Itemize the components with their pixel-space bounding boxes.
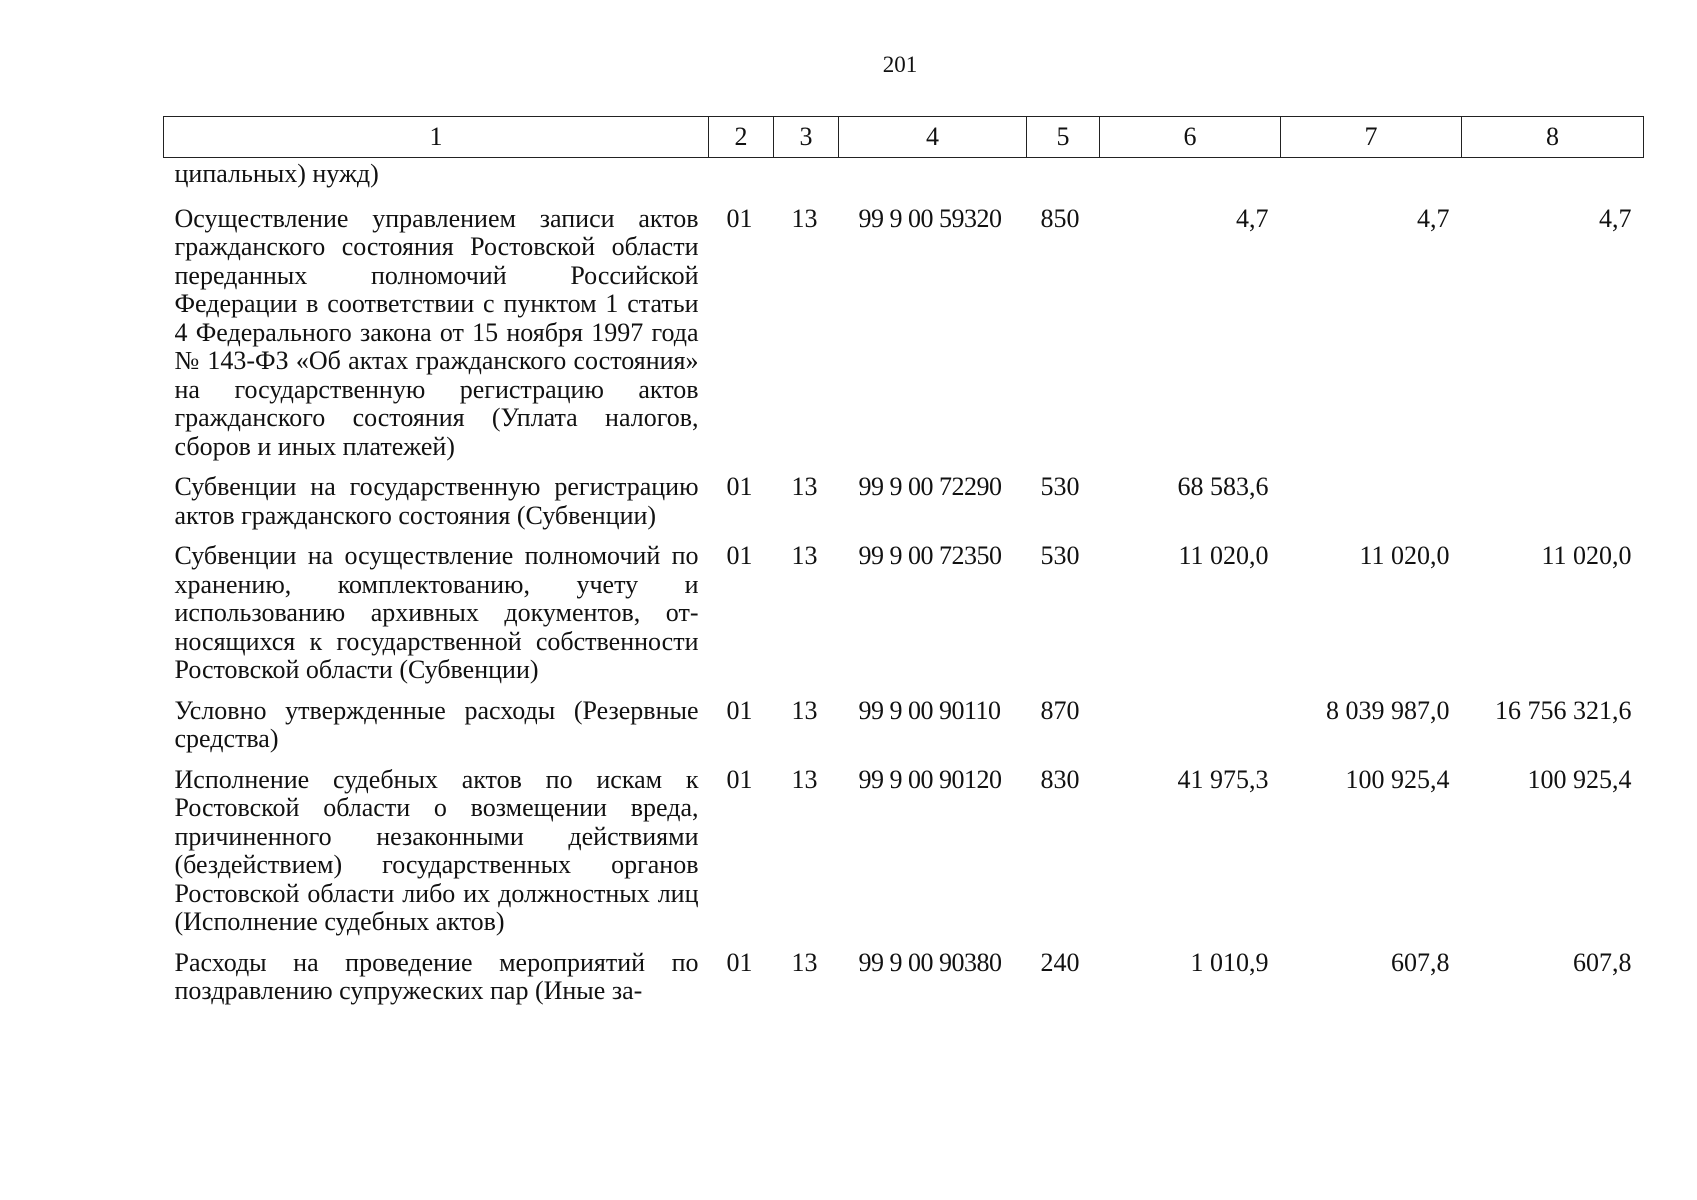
row-expense-type: 530 [1040, 472, 1080, 501]
row-amount-col8: 100 925,4 [1527, 764, 1632, 794]
row-description: Осуществление управлением записи актов гражданского состояния Ростовской области переданных полномочий Российской Федерации в соответствии с пунктом 1 статьи 4 Федерального закона от 15 ноября 1997 года № 143-ФЗ «Об актах гражданского состояния» на государственную регистрацию актов гражданского состояния (Уплата налогов, сборов и иных платежей) [174, 203, 699, 461]
row-target-code: 99 9 00 90380 [858, 947, 1002, 977]
row-expense-type: 240 [1040, 947, 1080, 977]
row-amount-col8: 4,7 [1599, 203, 1632, 233]
header-col-8: 8 [1462, 117, 1644, 158]
row-expense-type: 530 [1040, 541, 1080, 570]
row-expense-type [1027, 158, 1100, 205]
header-col-7: 7 [1281, 117, 1462, 158]
row-target-code: 99 9 00 59320 [858, 203, 1002, 233]
row-subsection: 13 [791, 764, 818, 794]
table-row [164, 949, 1644, 1018]
row-section: 01 [726, 541, 753, 570]
row-section: 01 [726, 695, 753, 725]
table-row [164, 158, 1644, 205]
budget-table-container [163, 116, 1643, 1018]
row-description: Субвенции на осуществление полномочий по хранению, комплектованию, учету и использованию архивных документов, относящихся к государственной собственности Ростовской области (Субвенции) [174, 541, 699, 684]
row-subsection: 13 [791, 695, 818, 725]
row-description: ципальных) нужд) [174, 159, 379, 188]
row-section: 01 [726, 947, 753, 977]
row-subsection: 13 [791, 541, 818, 570]
row-description: Субвенции на государственную регистрацию актов гражданского состояния (Субвенции) [174, 472, 699, 530]
table-row [164, 697, 1644, 766]
row-amount-col7: 11 020,0 [1359, 541, 1450, 570]
header-col-3: 3 [774, 117, 839, 158]
row-expense-type: 870 [1040, 695, 1080, 725]
row-amount-col6 [1100, 697, 1281, 766]
row-amount-col6: 11 020,0 [1178, 541, 1269, 570]
row-amount-col7 [1281, 158, 1462, 205]
row-amount-col7: 4,7 [1417, 203, 1450, 233]
page-number: 201 [882, 52, 918, 77]
table-header-row [164, 117, 1644, 158]
row-amount-col8: 16 756 321,6 [1495, 695, 1632, 725]
table-row [164, 205, 1644, 474]
row-amount-col8: 11 020,0 [1541, 541, 1632, 570]
row-amount-col6: 41 975,3 [1177, 764, 1269, 794]
row-section [709, 158, 774, 205]
row-amount-col8 [1462, 473, 1644, 542]
row-target-code: 99 9 00 72290 [858, 472, 1002, 501]
row-section: 01 [726, 764, 753, 794]
row-subsection: 13 [791, 472, 818, 501]
row-amount-col7: 100 925,4 [1345, 764, 1450, 794]
header-col-6: 6 [1100, 117, 1281, 158]
row-subsection: 13 [791, 947, 818, 977]
row-description: Условно утвержденные расходы (Резервные средства) [174, 695, 699, 753]
row-expense-type: 830 [1040, 764, 1080, 794]
row-target-code [839, 158, 1027, 205]
row-expense-type: 850 [1040, 203, 1080, 233]
row-target-code: 99 9 00 90120 [858, 764, 1002, 794]
header-col-1: 1 [164, 117, 709, 158]
budget-table [163, 116, 1644, 1018]
header-col-5: 5 [1027, 117, 1100, 158]
table-row [164, 473, 1644, 542]
row-subsection: 13 [791, 203, 818, 233]
row-section: 01 [726, 472, 753, 501]
table-row [164, 766, 1644, 949]
row-amount-col8 [1462, 158, 1644, 205]
row-amount-col7 [1281, 473, 1462, 542]
row-description: Исполнение судебных актов по искам к Ростовской области о возмещении вреда, причиненного незаконными действиями (бездействием) государственных органов Ростовской области либо их должностных лиц (Исполнение судебных актов) [174, 764, 699, 936]
row-amount-col6 [1100, 158, 1281, 205]
row-amount-col6: 4,7 [1236, 203, 1269, 233]
row-target-code: 99 9 00 90110 [858, 695, 1001, 725]
header-col-4: 4 [839, 117, 1027, 158]
row-description: Расходы на проведение мероприятий по поздравлению супружеских пар (Иные за- [174, 947, 699, 1005]
row-target-code: 99 9 00 72350 [858, 541, 1002, 570]
row-amount-col7: 8 039 987,0 [1326, 695, 1450, 725]
row-amount-col8: 607,8 [1573, 947, 1632, 977]
row-section: 01 [726, 203, 753, 233]
row-amount-col6: 68 583,6 [1177, 472, 1269, 501]
row-amount-col7: 607,8 [1391, 947, 1450, 977]
table-row [164, 542, 1644, 697]
row-subsection [774, 158, 839, 205]
row-amount-col6: 1 010,9 [1190, 947, 1269, 977]
header-col-2: 2 [709, 117, 774, 158]
